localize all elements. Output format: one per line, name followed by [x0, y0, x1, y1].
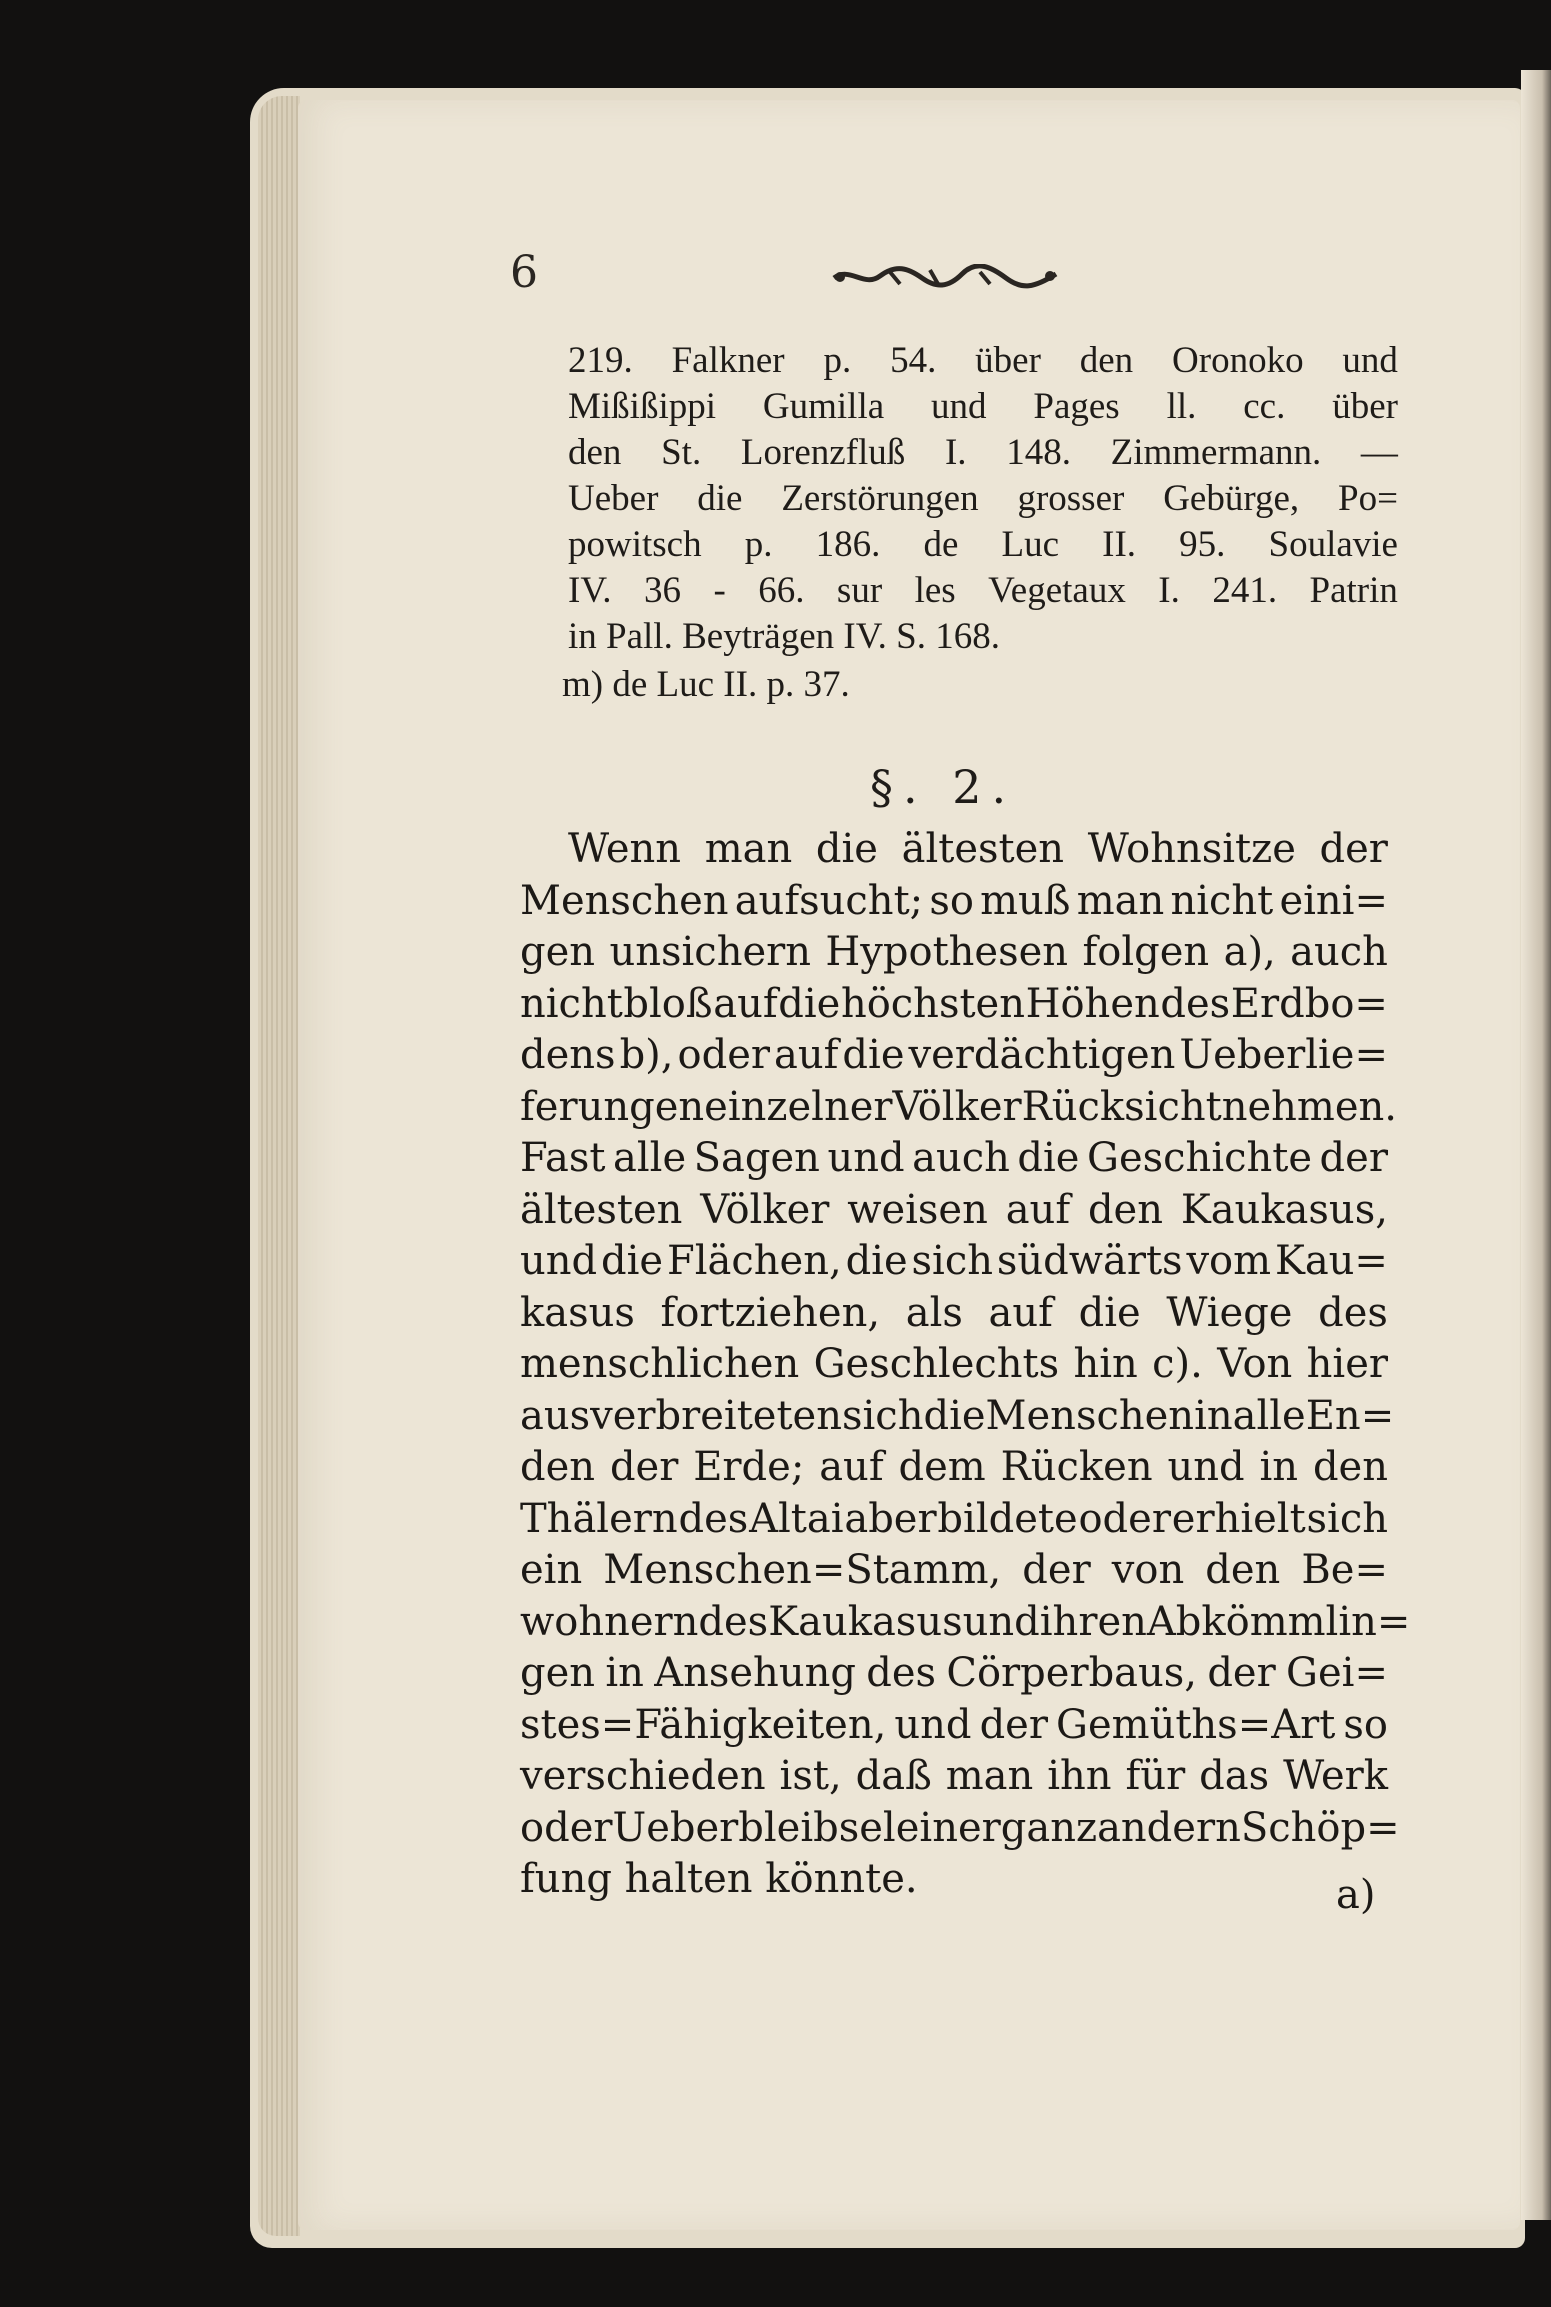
word: Ueberbleibsel [612, 1804, 896, 1851]
body-line [520, 1082, 1397, 1134]
word: Abkömmlin= [1146, 1598, 1411, 1645]
word: des [678, 1495, 749, 1542]
word: ihren [1039, 1598, 1147, 1645]
word: und [1342, 340, 1398, 381]
word: auf [774, 1032, 839, 1078]
footnote-line: in Pall. Beyträgen IV. S. 168. [568, 616, 1000, 657]
word: aus [520, 1392, 591, 1439]
word: das [1199, 1753, 1270, 1799]
word: auf [988, 1289, 1053, 1336]
word: kasus [520, 1289, 635, 1336]
page-stack [258, 96, 300, 2236]
word: der [1319, 1135, 1388, 1181]
footnote-line [568, 568, 1398, 614]
word: 186. [815, 524, 881, 565]
word: ihn [1047, 1753, 1112, 1799]
word: so [929, 877, 974, 924]
word: erhielt [1171, 1495, 1306, 1542]
word: folgen [1082, 929, 1210, 975]
word: a), [1223, 929, 1276, 975]
word: man [945, 1753, 1034, 1799]
word: in [605, 1650, 644, 1696]
word: Fast [520, 1135, 606, 1181]
word: Rücksicht [1021, 1083, 1222, 1130]
word: sich [911, 1238, 993, 1284]
footnote-line [568, 384, 1398, 430]
word: Altai [749, 1495, 844, 1542]
word: grosser [1017, 478, 1125, 519]
word: Pages [1033, 386, 1120, 427]
word: die [923, 1392, 986, 1439]
body-line: fung halten könnte. [520, 1856, 918, 1902]
body-line [520, 1339, 1388, 1391]
word: Zerstörungen [781, 478, 979, 519]
word: muß [980, 877, 1071, 924]
word: sich [841, 1392, 924, 1439]
body-line [520, 927, 1388, 979]
word: den [1079, 340, 1134, 381]
word: Patrin [1309, 570, 1398, 611]
word: ältesten [520, 1186, 683, 1233]
word: Völker [892, 1083, 1022, 1130]
word: südwärts [996, 1238, 1183, 1284]
word: die [601, 1238, 664, 1284]
word: 95. [1179, 524, 1226, 565]
footnote-line [568, 476, 1398, 522]
body-line [520, 876, 1388, 928]
word: Hypothesen [825, 929, 1069, 975]
word: Oronoko [1172, 340, 1304, 381]
word: verdächtigen [908, 1032, 1176, 1078]
word: ältesten [901, 826, 1065, 872]
word: Wenn [568, 826, 682, 872]
word: die [1017, 1135, 1080, 1181]
word: aufsucht; [734, 877, 924, 924]
body-line [520, 1597, 1411, 1649]
word: man [1076, 877, 1165, 924]
word: ll. [1166, 386, 1197, 427]
word: dens [520, 1032, 616, 1078]
word: Zimmermann. [1110, 432, 1322, 473]
word: Von [1217, 1341, 1293, 1387]
word: ein [520, 1547, 583, 1593]
word: hin [1073, 1341, 1138, 1387]
word: über [1332, 386, 1398, 427]
word: den [568, 432, 622, 473]
word: die [697, 478, 743, 519]
word: 66. [758, 570, 805, 611]
word: nicht [1170, 877, 1274, 924]
word: I. [1158, 570, 1180, 611]
body-line [520, 1751, 1388, 1803]
body-line [520, 1700, 1388, 1752]
word: stes=Fähigkeiten, [520, 1701, 887, 1748]
word: nicht [520, 980, 623, 1027]
body-line [520, 1545, 1388, 1597]
word: Menschen [985, 1392, 1195, 1439]
word: cc. [1243, 386, 1286, 427]
word: hier [1306, 1341, 1388, 1387]
word: Schöp= [1240, 1804, 1400, 1851]
word: und [962, 1598, 1040, 1645]
word: die [1078, 1289, 1141, 1336]
word: man [704, 826, 793, 872]
catchword: a) [1336, 1872, 1376, 1918]
word: menschlichen [520, 1341, 800, 1387]
word: Kau= [1274, 1238, 1388, 1284]
word: 148. [1006, 432, 1071, 473]
footnotes [568, 338, 1398, 660]
body-paragraph [520, 824, 1411, 1906]
word: über [975, 340, 1041, 381]
word: Vegetaux [988, 570, 1126, 611]
word: auf [713, 980, 778, 1027]
word: den [1087, 1186, 1163, 1233]
word: der [609, 1444, 679, 1490]
word: Wiege [1166, 1289, 1293, 1336]
word: IV. [568, 570, 612, 611]
word: so [1343, 1701, 1388, 1748]
word: eini= [1279, 877, 1388, 924]
word: Wohnsitze [1087, 826, 1296, 872]
word: Geschichte [1087, 1135, 1313, 1181]
word: den [520, 1444, 596, 1490]
word: höchsten [840, 980, 1025, 1027]
word: und [931, 386, 987, 427]
word: En= [1305, 1392, 1395, 1439]
word: und [894, 1701, 972, 1748]
word: dem [898, 1444, 986, 1490]
word: oder [520, 1804, 613, 1851]
body-line [520, 1030, 1388, 1082]
footnote-m: m) de Luc II. p. 37. [562, 664, 850, 705]
running-head [510, 248, 1410, 298]
word: Völker [700, 1186, 830, 1233]
word: bildete [937, 1495, 1078, 1542]
footnote-line [568, 430, 1398, 476]
word: die [845, 1238, 908, 1284]
word: Gebürge, [1163, 478, 1300, 519]
word: c). [1152, 1341, 1203, 1387]
word: Rücken [1000, 1444, 1153, 1490]
word: von [1111, 1547, 1185, 1593]
word: und [827, 1135, 905, 1181]
page-number: 6 [510, 247, 538, 298]
word: auf [819, 1444, 884, 1490]
word: Höhen [1025, 980, 1160, 1027]
word: in [1259, 1444, 1299, 1490]
word: 36 [643, 570, 681, 611]
word: daß [855, 1753, 932, 1799]
word: - [713, 570, 726, 611]
word: den [1312, 1444, 1388, 1490]
word: powitsch [568, 524, 702, 565]
word: die [778, 980, 841, 1027]
word: und [1167, 1444, 1245, 1490]
word: Ueberlie= [1179, 1032, 1388, 1078]
word: die [842, 1032, 905, 1078]
word: des [1160, 980, 1231, 1027]
word: — [1360, 432, 1398, 473]
word: 241. [1212, 570, 1278, 611]
body-line [520, 1803, 1400, 1855]
word: 219. [568, 340, 633, 381]
word: der [1207, 1650, 1276, 1696]
word: b), [619, 1032, 674, 1078]
body-line [520, 1391, 1395, 1443]
word: Ueber [568, 478, 659, 519]
word: Gumilla [762, 386, 885, 427]
word: Cörperbaus, [946, 1650, 1198, 1696]
word: Erdbo= [1230, 980, 1388, 1027]
word: Mißißippi [568, 386, 717, 427]
word: sich [1306, 1495, 1388, 1542]
word: auch [912, 1135, 1010, 1181]
word: les [914, 570, 956, 611]
word: Ansehung [654, 1650, 856, 1696]
word: nehmen. [1221, 1083, 1397, 1130]
footnote-line [568, 338, 1398, 384]
word: St. [661, 432, 702, 473]
word: Kaukasus, [1180, 1186, 1388, 1233]
word: unsichern [609, 929, 812, 975]
word: 54. [890, 340, 937, 381]
word: alle [613, 1135, 687, 1181]
word: einzelner [704, 1083, 893, 1130]
word: der [1319, 826, 1388, 872]
word: vom [1186, 1238, 1272, 1284]
word: Sagen [693, 1135, 820, 1181]
word: auf [1005, 1186, 1071, 1233]
word: wohnern [520, 1598, 699, 1645]
decorative-rule-icon [830, 264, 1060, 294]
word: II. [1102, 524, 1137, 565]
word: auch [1290, 929, 1388, 975]
word: einer [895, 1804, 1001, 1851]
word: die [815, 826, 878, 872]
word: Menschen [520, 877, 729, 924]
word: p. [744, 524, 773, 565]
word: ferungen [520, 1083, 705, 1130]
word: sur [836, 570, 883, 611]
word: ist, [779, 1753, 842, 1799]
word: alle [1232, 1392, 1306, 1439]
word: oder [677, 1032, 770, 1078]
word: verschieden [520, 1753, 766, 1799]
word: Kaukasus [768, 1598, 963, 1645]
word: Falkner [671, 340, 785, 381]
word: fortziehen, [660, 1289, 881, 1336]
body-line [520, 1236, 1388, 1288]
word: gen [520, 929, 596, 975]
word: Be= [1301, 1547, 1388, 1593]
word: oder [1078, 1495, 1171, 1542]
body-line [520, 1648, 1388, 1700]
page-gutter [1521, 70, 1551, 2220]
body-line [520, 1133, 1388, 1185]
body-line [520, 1288, 1388, 1340]
word: Gemüths=Art [1056, 1701, 1336, 1748]
word: gen [520, 1650, 596, 1696]
word: Erde; [693, 1444, 805, 1490]
word: Luc [1001, 524, 1060, 565]
word: Thälern [520, 1495, 678, 1542]
body-line [520, 1185, 1388, 1237]
word: der [1022, 1547, 1091, 1593]
body-line [520, 1494, 1388, 1546]
body-line [520, 824, 1388, 876]
word: des [866, 1650, 937, 1696]
word: I. [944, 432, 967, 473]
word: Werk [1283, 1753, 1388, 1799]
word: ganz [1000, 1804, 1098, 1851]
word: Po= [1338, 478, 1398, 519]
word: bloß [623, 980, 713, 1027]
word: des [1318, 1289, 1388, 1336]
word: den [1205, 1547, 1281, 1593]
word: weisen [847, 1186, 988, 1233]
section-heading: §. 2. [870, 760, 1017, 814]
body-line [520, 979, 1388, 1031]
footnote-line [568, 522, 1398, 568]
word: und [520, 1238, 598, 1284]
word: andern [1097, 1804, 1241, 1851]
word: in [1194, 1392, 1233, 1439]
word: aber [844, 1495, 937, 1542]
word: de [923, 524, 959, 565]
word: Soulavie [1268, 524, 1398, 565]
word: Menschen=Stamm, [603, 1547, 1002, 1593]
word: als [905, 1289, 963, 1336]
word: für [1125, 1753, 1186, 1799]
body-line [520, 1442, 1388, 1494]
word: Geschlechts [813, 1341, 1060, 1387]
word: p. [823, 340, 852, 381]
word: Lorenzfluß [740, 432, 906, 473]
word: Gei= [1286, 1650, 1388, 1696]
word: des [698, 1598, 769, 1645]
word: verbreiteten [590, 1392, 842, 1439]
word: Flächen, [666, 1238, 842, 1284]
word: der [979, 1701, 1048, 1748]
